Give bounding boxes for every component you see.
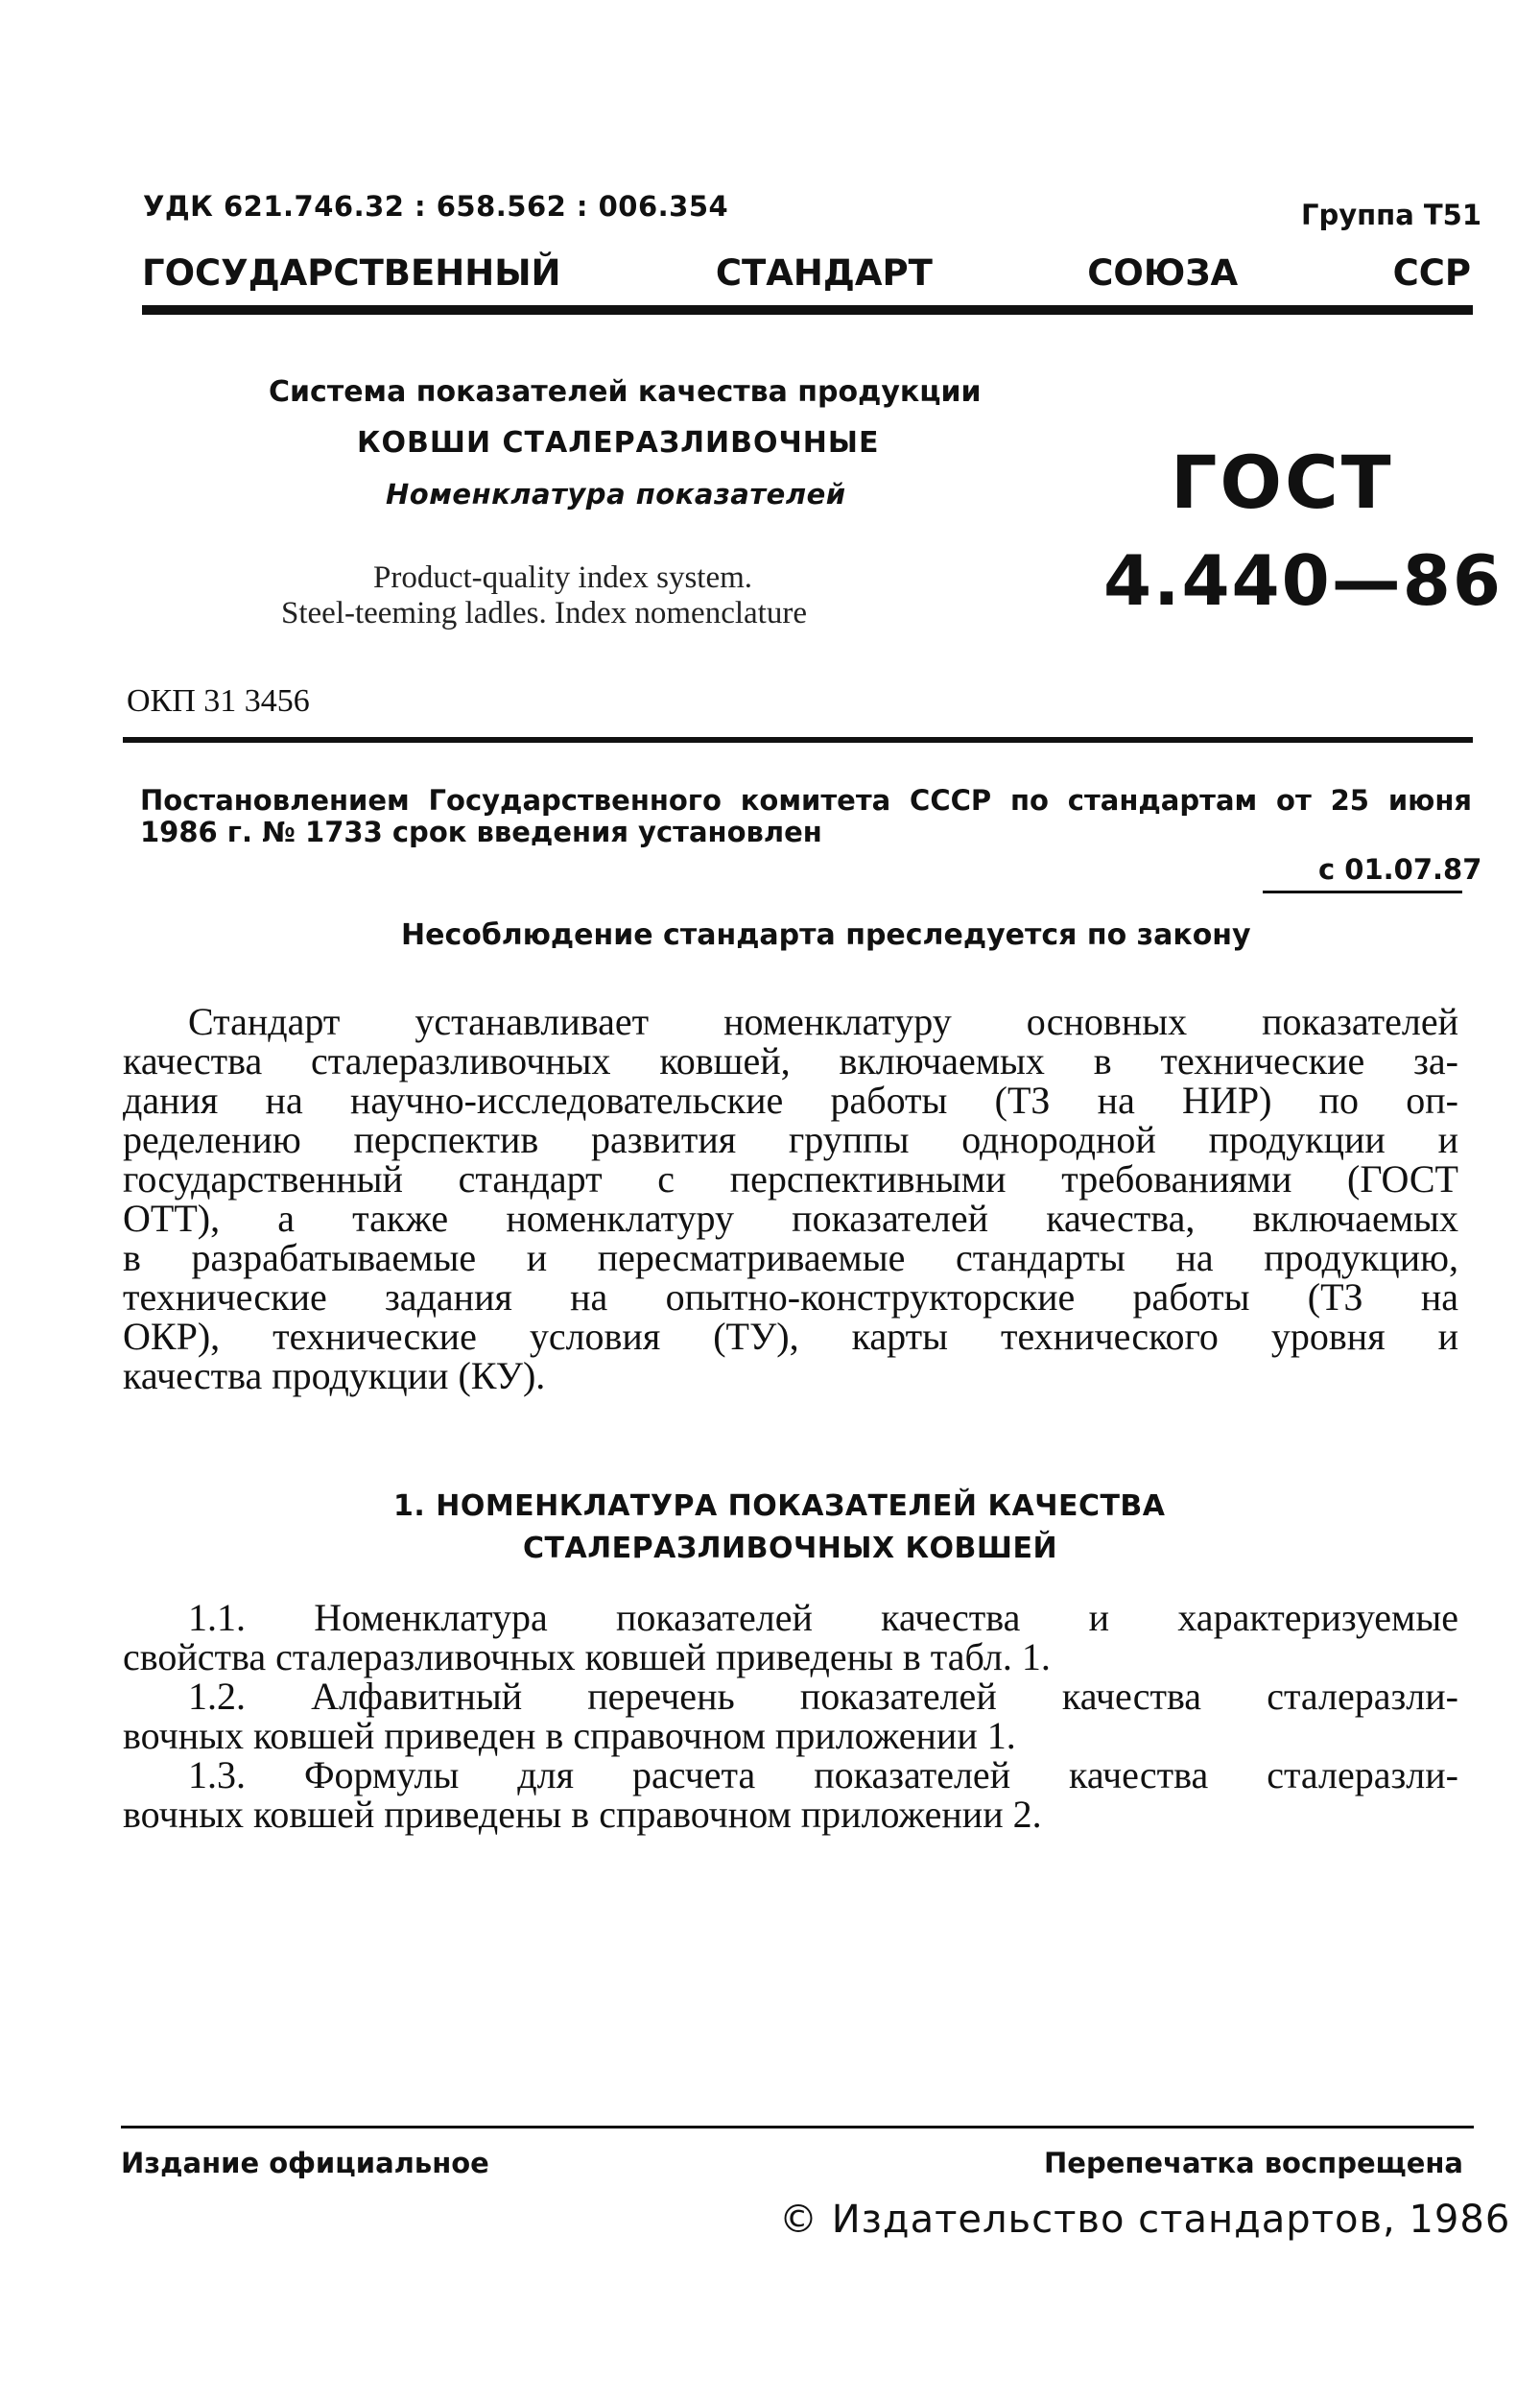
section1-line: 1.3. Формулы для расчета показателей качества сталеразли-: [188, 1753, 1458, 1796]
okp-code: ОКП 31 3456: [127, 683, 310, 719]
header-rule: [142, 305, 1473, 315]
english-title-line2: Steel-teeming ladles. Index nomenclature: [281, 596, 807, 630]
intro-line: Стандарт устанавливает номенклатуру основных показателей: [188, 1000, 1458, 1043]
law-warning: Несоблюдение стандарта преследуется по закону: [401, 918, 1251, 952]
section1-line: 1.1. Номенклатура показателей качества и характеризуемые: [188, 1596, 1458, 1639]
effective-date-underline: [1263, 891, 1462, 893]
decree-line-2: 1986 г. № 1733 срок введения установлен: [140, 816, 822, 848]
intro-line: дания на научно-исследовательские работы (ТЗ на НИР) по оп-: [123, 1079, 1458, 1122]
state-standard-header: ГОСУДАРСТВЕННЫЙ СТАНДАРТ СОЮЗА ССР: [142, 252, 1471, 294]
decree-line-1: Постановлением Государственного комитета СССР по стандартам от 25 июня: [140, 784, 1472, 817]
intro-line: ОТТ), а также номенклатуру показателей качества, включаемых: [123, 1197, 1458, 1240]
effective-date: с 01.07.87: [1318, 853, 1482, 886]
section1-body: [123, 1598, 1458, 1834]
intro-line: в разрабатываемые и пересматриваемые стандарты на продукцию,: [123, 1236, 1458, 1279]
section1-line: свойства сталеразливочных ковшей приведены в табл. 1.: [123, 1635, 1051, 1678]
section-heading-line1: 1. НОМЕНКЛАТУРА ПОКАЗАТЕЛЕЙ КАЧЕСТВА: [393, 1489, 1166, 1523]
section1-line: вочных ковшей приведен в справочном приложении 1.: [123, 1714, 1016, 1757]
section1-line: вочных ковшей приведены в справочном приложении 2.: [123, 1793, 1042, 1836]
intro-line: ределению перспектив развития группы однородной продукции и: [123, 1118, 1458, 1161]
gost-label: ГОСТ: [1171, 440, 1394, 525]
english-title-line1: Product-quality index system.: [373, 560, 753, 595]
official-edition: Издание официальное: [121, 2147, 489, 2179]
okp-rule: [123, 737, 1473, 743]
section-heading-line2: СТАЛЕРАЗЛИВОЧНЫХ КОВШЕЙ: [523, 1532, 1058, 1565]
system-title: Система показателей качества продукции: [269, 375, 982, 409]
footer-rule: [121, 2126, 1474, 2129]
copyright-notice: © Издательство стандартов, 1986: [779, 2198, 1511, 2242]
intro-line: государственный стандарт с перспективными требованиями (ГОСТ: [123, 1157, 1458, 1201]
intro-line: ОКР), технические условия (ТУ), карты технического уровня и: [123, 1315, 1458, 1358]
gost-number: 4.440—86: [1103, 540, 1503, 621]
intro-paragraph: [123, 1002, 1458, 1395]
intro-line: технические задания на опытно-конструкторские работы (ТЗ на: [123, 1275, 1458, 1319]
reprint-prohibited: Перепечатка воспрещена: [1044, 2147, 1463, 2179]
intro-line: качества сталеразливочных ковшей, включаемых в технические за-: [123, 1039, 1458, 1082]
group-code: Группа Т51: [1301, 199, 1482, 231]
section1-line: 1.2. Алфавитный перечень показателей качества сталеразли-: [188, 1675, 1458, 1718]
intro-line: качества продукции (КУ).: [123, 1354, 546, 1397]
subject-subtitle: Номенклатура показателей: [386, 478, 846, 511]
udk-code: УДК 621.746.32 : 658.562 : 006.354: [143, 190, 729, 223]
subject-title: КОВШИ СТАЛЕРАЗЛИВОЧНЫЕ: [357, 426, 880, 460]
